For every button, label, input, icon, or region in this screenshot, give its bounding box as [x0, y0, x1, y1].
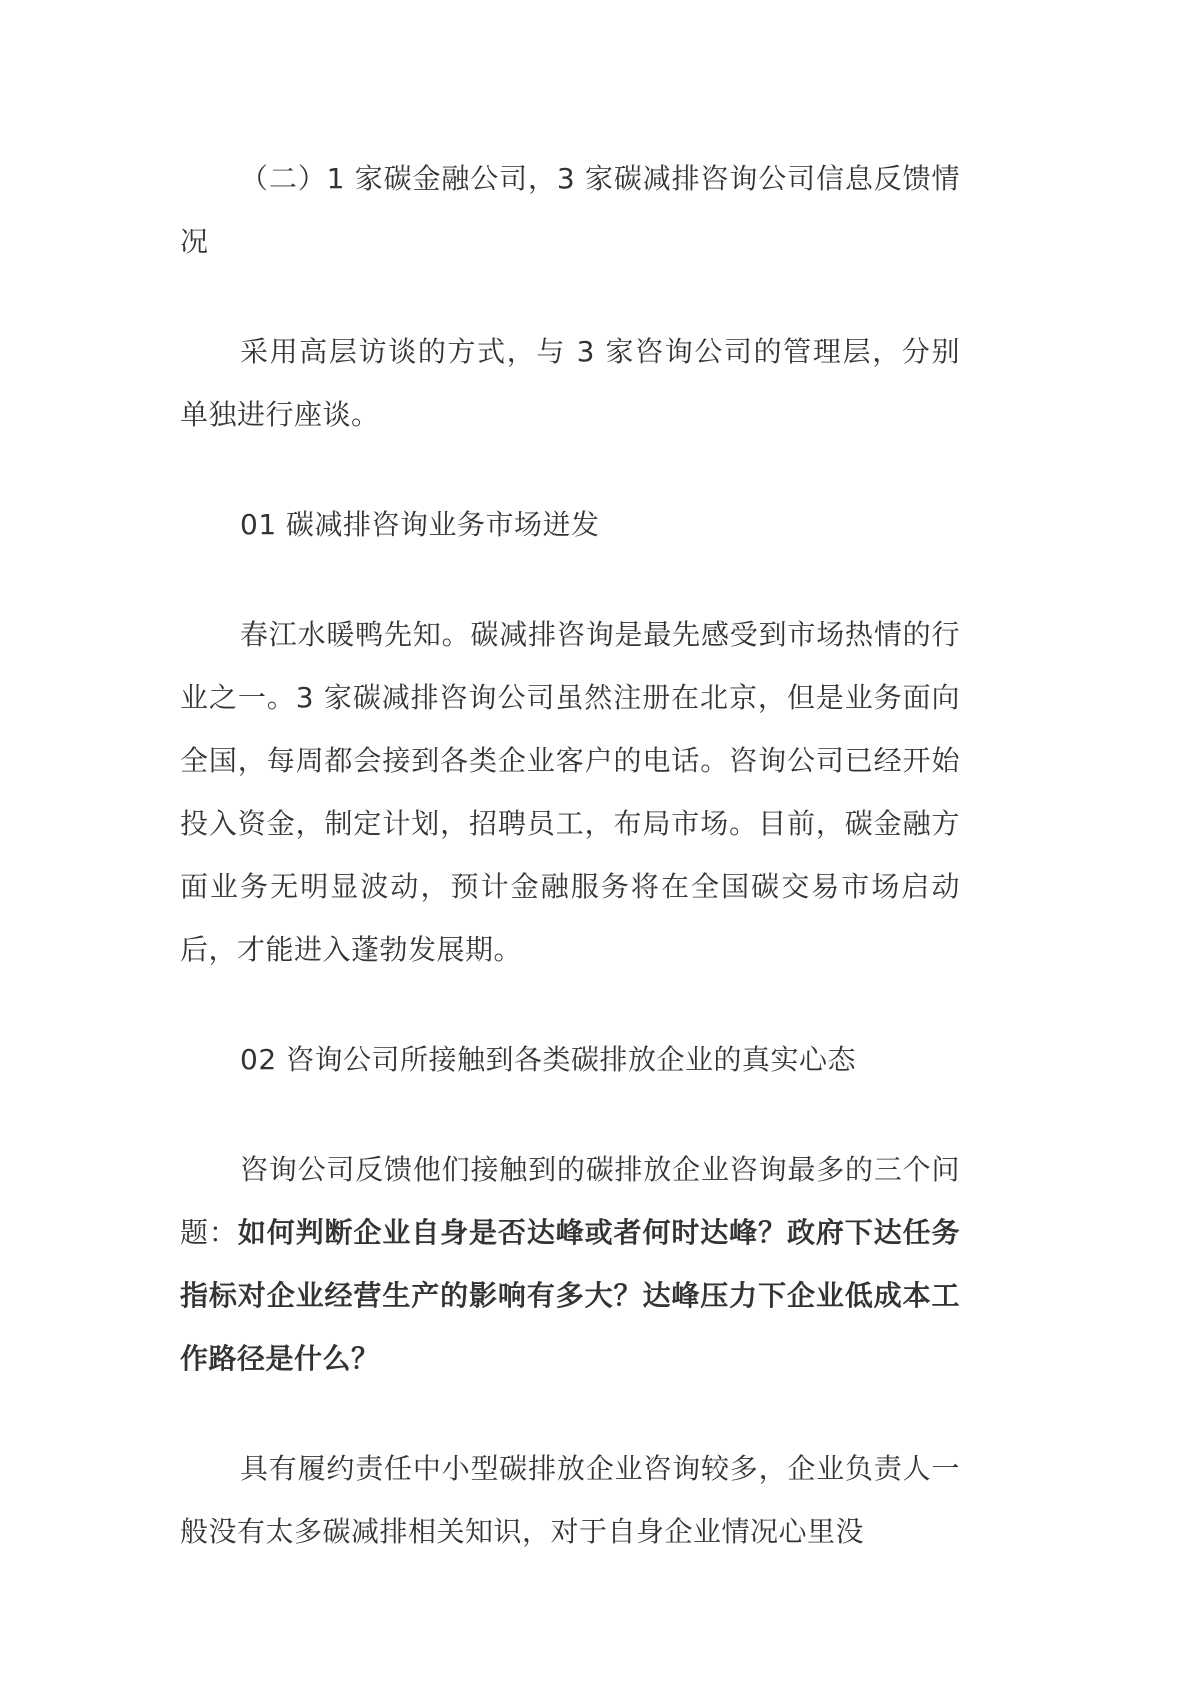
section-title: （二）1 家碳金融公司，3 家碳减排咨询公司信息反馈情况 [180, 162, 960, 258]
document-page [180, 147, 960, 1563]
heading-01: 01 碳减排咨询业务市场迸发 [240, 508, 600, 541]
intro-paragraph: 采用高层访谈的方式，与 3 家咨询公司的管理层，分别单独进行座谈。 [180, 335, 960, 431]
paragraph-03: 具有履约责任中小型碳排放企业咨询较多，企业负责人一般没有太多碳减排相关知识，对于自身企业情况心里没 [180, 1452, 960, 1548]
heading-02: 02 咨询公司所接触到各类碳排放企业的真实心态 [240, 1043, 857, 1076]
paragraph-02-lead: 咨询公司反馈他们接触到的碳排放企业咨询最多的三个问题： [180, 1153, 960, 1249]
paragraph-02-questions: 如何判断企业自身是否达峰或者何时达峰？政府下达任务指标对企业经营生产的影响有多大？达峰压力下企业低成本工作路径是什么？ [180, 1216, 960, 1375]
paragraph-02 [180, 1138, 960, 1390]
paragraph-01: 春江水暖鸭先知。碳减排咨询是最先感受到市场热情的行业之一。3 家碳减排咨询公司虽然注册在北京，但是业务面向全国，每周都会接到各类企业客户的电话。咨询公司已经开始投入资金，制定计划，招聘员工，布局市场。目前，碳金融方面业务无明显波动，预计金融服务将在全国碳交易市场启动后，才能进入蓬勃发展期。 [180, 618, 960, 966]
